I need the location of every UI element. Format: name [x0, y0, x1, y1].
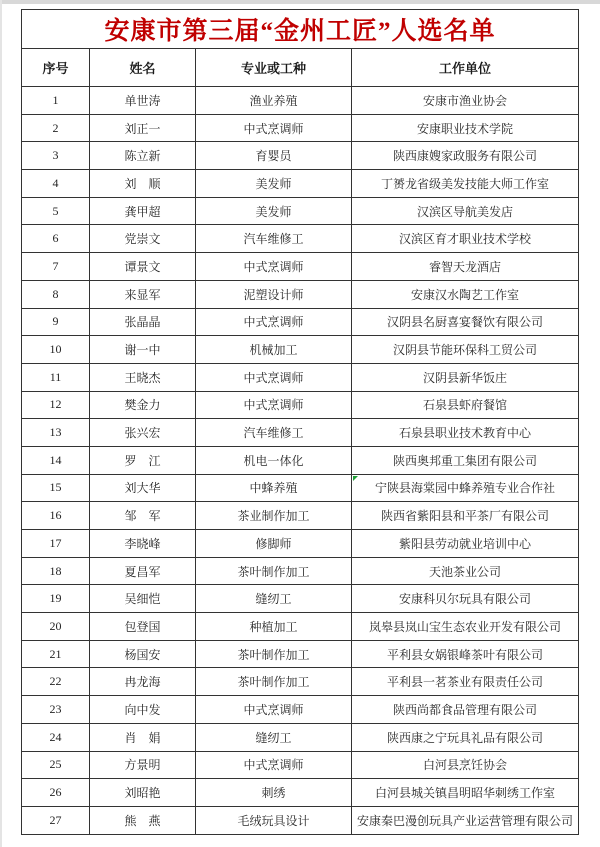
cell-trade: 中蜂养殖 — [196, 474, 352, 502]
cell-no: 9 — [22, 308, 90, 336]
cell-trade: 中式烹调师 — [196, 114, 352, 142]
cell-trade: 茶叶制作加工 — [196, 640, 352, 668]
cell-name: 张晶晶 — [90, 308, 196, 336]
table-row — [22, 391, 579, 419]
cell-name: 肖 娟 — [90, 723, 196, 751]
cell-no: 17 — [22, 530, 90, 558]
cell-unit: 陕西奥邦重工集团有限公司 — [352, 446, 579, 474]
cell-name: 吴细恺 — [90, 585, 196, 613]
cell-no: 8 — [22, 280, 90, 308]
cell-no: 10 — [22, 336, 90, 364]
cell-name: 龚甲超 — [90, 197, 196, 225]
cell-name: 杨国安 — [90, 640, 196, 668]
cell-no: 26 — [22, 779, 90, 807]
cell-trade: 中式烹调师 — [196, 696, 352, 724]
cell-no: 16 — [22, 502, 90, 530]
cell-no: 27 — [22, 806, 90, 834]
cell-trade: 刺绣 — [196, 779, 352, 807]
table-row — [22, 696, 579, 724]
table-row — [22, 253, 579, 281]
cell-unit: 石泉县虾府餐馆 — [352, 391, 579, 419]
cell-name: 刘正一 — [90, 114, 196, 142]
cell-unit: 安康秦巴漫创玩具产业运营管理有限公司 — [352, 806, 579, 834]
cell-trade: 中式烹调师 — [196, 751, 352, 779]
cell-no: 6 — [22, 225, 90, 253]
table-row — [22, 557, 579, 585]
cell-unit: 汉阴县新华饭庄 — [352, 363, 579, 391]
cell-unit: 陕西尚都食品管理有限公司 — [352, 696, 579, 724]
cell-trade: 修脚师 — [196, 530, 352, 558]
table-row — [22, 613, 579, 641]
cell-name: 张兴宏 — [90, 419, 196, 447]
cell-unit: 安康市渔业协会 — [352, 87, 579, 115]
cell-name: 刘 顺 — [90, 170, 196, 198]
cell-name: 党崇文 — [90, 225, 196, 253]
table-row — [22, 806, 579, 834]
cell-trade: 中式烹调师 — [196, 391, 352, 419]
table-row — [22, 723, 579, 751]
cell-no: 12 — [22, 391, 90, 419]
cell-trade: 美发师 — [196, 197, 352, 225]
cell-trade: 机电一体化 — [196, 446, 352, 474]
cell-trade: 茶叶制作加工 — [196, 668, 352, 696]
cell-unit: 陕西康嫂家政服务有限公司 — [352, 142, 579, 170]
cell-name: 陈立新 — [90, 142, 196, 170]
window-top-edge — [0, 0, 600, 4]
cell-unit: 陕西省紫阳县和平茶厂有限公司 — [352, 502, 579, 530]
comment-flag-icon — [353, 476, 358, 481]
cell-name: 谢一中 — [90, 336, 196, 364]
table-row — [22, 530, 579, 558]
table-row — [22, 114, 579, 142]
table-row — [22, 170, 579, 198]
table-row — [22, 197, 579, 225]
cell-no: 18 — [22, 557, 90, 585]
cell-name: 邹 军 — [90, 502, 196, 530]
cell-no: 1 — [22, 87, 90, 115]
cell-no: 4 — [22, 170, 90, 198]
cell-no: 5 — [22, 197, 90, 225]
cell-trade: 缝纫工 — [196, 723, 352, 751]
cell-unit: 汉阴县节能环保科工贸公司 — [352, 336, 579, 364]
col-header-no: 序号 — [22, 49, 90, 87]
table-row — [22, 336, 579, 364]
table-row — [22, 585, 579, 613]
cell-name: 夏昌军 — [90, 557, 196, 585]
cell-name: 包登国 — [90, 613, 196, 641]
cell-unit: 天池茶业公司 — [352, 557, 579, 585]
cell-unit: 宁陕县海棠园中蜂养殖专业合作社 — [352, 474, 579, 502]
table-row — [22, 280, 579, 308]
cell-unit: 汉阴县名厨喜宴餐饮有限公司 — [352, 308, 579, 336]
cell-trade: 汽车维修工 — [196, 225, 352, 253]
cell-name: 方景明 — [90, 751, 196, 779]
cell-unit: 白河县烹饪协会 — [352, 751, 579, 779]
cell-unit: 汉滨区育才职业技术学校 — [352, 225, 579, 253]
cell-no: 21 — [22, 640, 90, 668]
cell-name: 刘大华 — [90, 474, 196, 502]
cell-name: 单世涛 — [90, 87, 196, 115]
cell-name: 罗 江 — [90, 446, 196, 474]
table-row — [22, 225, 579, 253]
cell-no: 3 — [22, 142, 90, 170]
cell-no: 14 — [22, 446, 90, 474]
cell-unit: 丁赟龙省级美发技能大师工作室 — [352, 170, 579, 198]
cell-unit: 安康汉水陶艺工作室 — [352, 280, 579, 308]
cell-name: 熊 燕 — [90, 806, 196, 834]
cell-no: 23 — [22, 696, 90, 724]
cell-trade: 渔业养殖 — [196, 87, 352, 115]
cell-trade: 育婴员 — [196, 142, 352, 170]
table-row — [22, 640, 579, 668]
cell-unit: 岚皋县岚山宝生态农业开发有限公司 — [352, 613, 579, 641]
table-row — [22, 668, 579, 696]
table-row — [22, 751, 579, 779]
cell-no: 7 — [22, 253, 90, 281]
cell-unit: 白河县城关镇昌明昭华刺绣工作室 — [352, 779, 579, 807]
cell-unit: 安康科贝尔玩具有限公司 — [352, 585, 579, 613]
cell-unit: 平利县一茗茶业有限责任公司 — [352, 668, 579, 696]
cell-no: 24 — [22, 723, 90, 751]
table-body — [22, 87, 579, 835]
table-row — [22, 142, 579, 170]
table-row — [22, 308, 579, 336]
table-row — [22, 474, 579, 502]
cell-name: 李晓峰 — [90, 530, 196, 558]
cell-no: 19 — [22, 585, 90, 613]
table-row — [22, 87, 579, 115]
cell-no: 20 — [22, 613, 90, 641]
cell-name: 来显军 — [90, 280, 196, 308]
cell-unit: 陕西康之宁玩具礼品有限公司 — [352, 723, 579, 751]
cell-name: 谭景文 — [90, 253, 196, 281]
cell-trade: 美发师 — [196, 170, 352, 198]
table-row — [22, 419, 579, 447]
cell-unit: 平利县女娲银峰茶叶有限公司 — [352, 640, 579, 668]
cell-name: 樊金力 — [90, 391, 196, 419]
cell-trade: 中式烹调师 — [196, 308, 352, 336]
col-header-unit: 工作单位 — [352, 49, 579, 87]
cell-trade: 机械加工 — [196, 336, 352, 364]
col-header-trade: 专业或工种 — [196, 49, 352, 87]
cell-name: 冉龙海 — [90, 668, 196, 696]
cell-unit: 紫阳县劳动就业培训中心 — [352, 530, 579, 558]
cell-no: 25 — [22, 751, 90, 779]
page-title: 安康市第三届“金州工匠”人选名单 — [22, 10, 579, 49]
window-left-edge — [0, 0, 2, 847]
cell-unit: 石泉县职业技术教育中心 — [352, 419, 579, 447]
table-header-row — [22, 49, 579, 87]
table-row — [22, 446, 579, 474]
cell-trade: 种植加工 — [196, 613, 352, 641]
cell-trade: 毛绒玩具设计 — [196, 806, 352, 834]
table-row — [22, 502, 579, 530]
title-row — [22, 10, 579, 49]
cell-unit: 汉滨区导航美发店 — [352, 197, 579, 225]
cell-trade: 中式烹调师 — [196, 253, 352, 281]
cell-no: 2 — [22, 114, 90, 142]
table-head — [22, 10, 579, 87]
cell-unit: 睿智天龙酒店 — [352, 253, 579, 281]
cell-trade: 茶叶制作加工 — [196, 557, 352, 585]
col-header-name: 姓名 — [90, 49, 196, 87]
table-row — [22, 779, 579, 807]
cell-no: 15 — [22, 474, 90, 502]
cell-trade: 泥塑设计师 — [196, 280, 352, 308]
cell-trade: 茶业制作加工 — [196, 502, 352, 530]
table-row — [22, 363, 579, 391]
roster-table — [21, 9, 579, 835]
cell-trade: 缝纫工 — [196, 585, 352, 613]
cell-trade: 中式烹调师 — [196, 363, 352, 391]
cell-name: 向中发 — [90, 696, 196, 724]
cell-name: 刘昭艳 — [90, 779, 196, 807]
cell-unit: 安康职业技术学院 — [352, 114, 579, 142]
cell-no: 22 — [22, 668, 90, 696]
cell-trade: 汽车维修工 — [196, 419, 352, 447]
cell-name: 王晓杰 — [90, 363, 196, 391]
cell-no: 13 — [22, 419, 90, 447]
cell-no: 11 — [22, 363, 90, 391]
